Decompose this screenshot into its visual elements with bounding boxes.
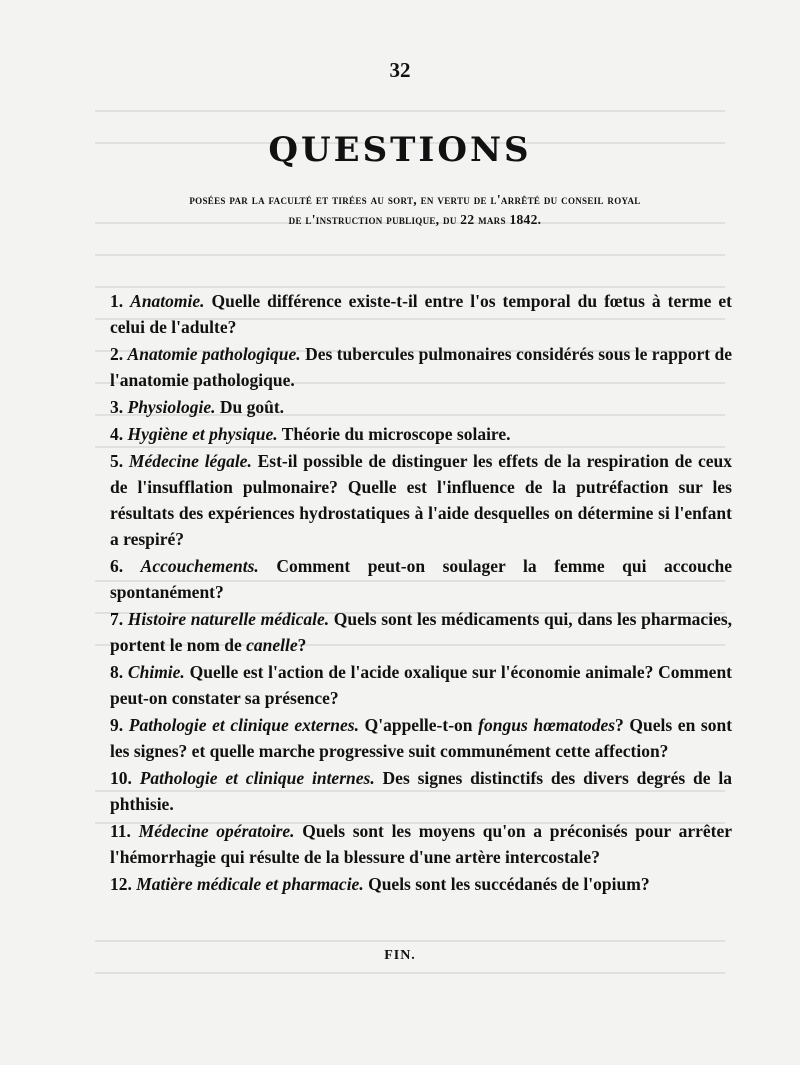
questions-list <box>110 288 732 898</box>
question-text: Quelle différence existe-t-il entre l'os temporal du fœtus à terme et celui de l'adulte? <box>110 291 732 337</box>
question-subject: Histoire naturelle médicale. <box>127 609 330 629</box>
question-text: Est-il possible de distinguer les effets de la respiration de ceux de l'insufflation pulmonaire? Quelle est l'influence de la putréfaction sur les résultats des expériences hydrostatiques à l'aide desquelles on détermine si l'enfant a respiré? <box>110 451 732 549</box>
question-subject: Anatomie pathologique. <box>127 344 301 364</box>
question-item <box>110 818 732 870</box>
question-subject: Médecine opératoire. <box>138 821 295 841</box>
question-item <box>110 288 732 340</box>
question-subject: Chimie. <box>127 662 185 682</box>
page-title: QUESTIONS <box>268 130 532 170</box>
question-text: Quels sont les succédanés de l'opium? <box>368 874 650 894</box>
subtitle <box>100 190 730 230</box>
question-item <box>110 606 732 658</box>
question-number: 5. <box>110 451 124 471</box>
question-item <box>110 421 732 447</box>
question-number: 6. <box>110 556 124 576</box>
question-text-end: ? Quels en sont les signes? et quelle marche progressive suit communément cette affection? <box>110 715 733 761</box>
question-number: 3. <box>110 397 124 417</box>
question-number: 12. <box>110 874 132 894</box>
subtitle-line-1: posées par la faculté et tirées au sort, en vertu de l'arrêté du conseil royal <box>189 192 641 207</box>
question-item <box>110 765 732 817</box>
question-subject: Pathologie et clinique externes. <box>128 715 359 735</box>
question-item <box>110 871 732 897</box>
question-italic-term: fongus hœmatodes <box>478 715 616 735</box>
question-text: Des tubercules pulmonaires considérés sous le rapport de l'anatomie pathologique. <box>110 344 733 390</box>
question-number: 10. <box>110 768 132 788</box>
question-text: Quels sont les moyens qu'on a préconisés pour arrêter l'hémorrhagie qui résulte de la blessure d'une artère intercostale? <box>110 821 732 867</box>
question-number: 1. <box>110 291 124 311</box>
question-italic-term: canelle <box>246 635 298 655</box>
question-subject: Accouchements. <box>140 556 259 576</box>
question-item <box>110 712 732 764</box>
question-text: Du goût. <box>219 397 285 417</box>
question-number: 7. <box>110 609 124 629</box>
subtitle-line-2: de l'instruction publique, du 22 mars 1842. <box>288 212 542 227</box>
question-subject: Pathologie et clinique internes. <box>139 768 375 788</box>
question-number: 8. <box>110 662 124 682</box>
question-subject: Matière médicale et pharmacie. <box>136 874 364 894</box>
question-subject: Médecine légale. <box>128 451 252 471</box>
question-item <box>110 341 732 393</box>
question-subject: Hygiène et physique. <box>127 424 278 444</box>
question-subject: Physiologie. <box>127 397 216 417</box>
question-item <box>110 448 732 552</box>
end-marker: FIN. <box>384 948 416 963</box>
question-text: Quels sont les médicaments qui, dans les pharmacies, portent le nom de <box>110 609 733 655</box>
question-number: 2. <box>110 344 124 364</box>
question-text: Q'appelle-t-on <box>364 715 473 735</box>
question-text: Théorie du microscope solaire. <box>281 424 511 444</box>
question-text: Comment peut-on soulager la femme qui accouche spontanément? <box>110 556 733 602</box>
question-number: 11. <box>110 821 131 841</box>
question-subject: Anatomie. <box>130 291 205 311</box>
question-item <box>110 553 732 605</box>
question-text: Des signes distinctifs des divers degrés de la phthisie. <box>110 768 733 814</box>
question-item <box>110 394 732 420</box>
question-text-end: ? <box>297 635 307 655</box>
question-text: Quelle est l'action de l'acide oxalique sur l'économie animale? Comment peut-on constater sa présence? <box>110 662 733 708</box>
page-number: 32 <box>389 58 411 82</box>
question-number: 4. <box>110 424 124 444</box>
question-item <box>110 659 732 711</box>
question-number: 9. <box>110 715 124 735</box>
